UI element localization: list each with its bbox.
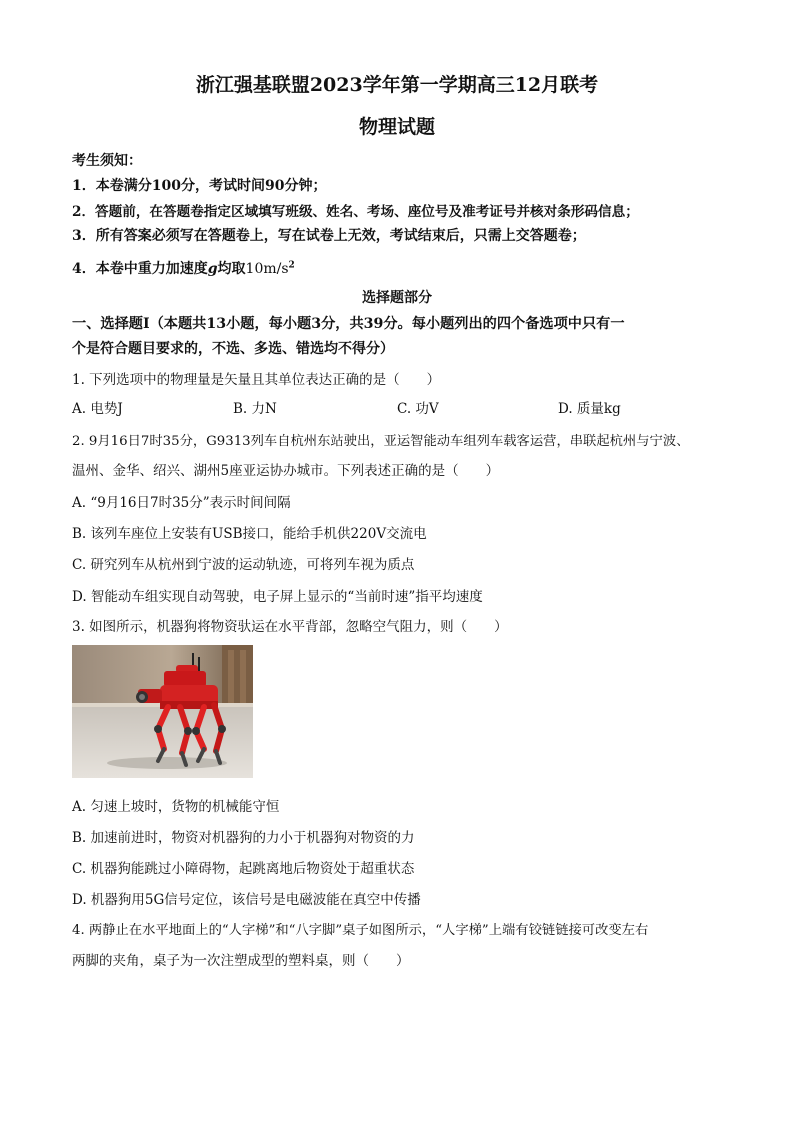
question-3-option-b: B. 加速前进时，物资对机器狗的力小于机器狗对物资的力 (72, 830, 415, 846)
question-3-option-a: A. 匀速上坡时，货物的机械能守恒 (72, 799, 280, 815)
question-2-stem-line2: 温州、金华、绍兴、湖州5座亚运协办城市。下列表述正确的是（ ） (72, 463, 500, 479)
question-3-stem: 3. 如图所示，机器狗将物资驮运在水平背部，忽略空气阻力，则（ ） (72, 619, 508, 635)
part1-instructions-line1: 一、选择题Ⅰ（本题共13小题，每小题3分，共39分。每小题列出的四个备选项中只有一 (72, 316, 625, 332)
question-2-option-c: C. 研究列车从杭州到宁波的运动轨迹，可将列车视为质点 (72, 557, 415, 573)
question-2-option-a: A. “9月16日7时35分”表示时间间隔 (72, 495, 291, 511)
notice-item-1: 1．本卷满分100分，考试时间90分钟； (72, 178, 327, 194)
notice-item-4 (72, 258, 295, 278)
question-2-option-b: B. 该列车座位上安装有USB接口，能给手机供220V交流电 (72, 526, 427, 542)
section-title: 选择题部分 (362, 290, 432, 306)
notice-item-4-prefix: 4．本卷中重力加速度 (72, 261, 208, 277)
question-1-option-b: B. 力N (233, 401, 277, 417)
question-2-option-d: D. 智能动车组实现自动驾驶，电子屏上显示的“当前时速”指平均速度 (72, 589, 483, 605)
part1-instructions-line2: 个是符合题目要求的，不选、多选、错选均不得分） (72, 341, 394, 357)
question-1-option-c: C. 功V (397, 401, 439, 417)
question-3-option-c: C. 机器狗能跳过小障碍物，起跳离地后物资处于超重状态 (72, 861, 415, 877)
notice-item-2: 2．答题前，在答题卷指定区域填写班级、姓名、考场、座位号及准考证号并核对条形码信息； (72, 204, 639, 220)
robot-dog-photo (72, 645, 253, 778)
exam-subject-title: 物理试题 (358, 116, 435, 138)
question-1-option-d: D. 质量kg (558, 401, 621, 417)
notice-heading: 考生须知： (72, 153, 142, 169)
exam-title: 浙江强基联盟2023学年第一学期高三12月联考 (195, 74, 599, 96)
question-1-stem: 1. 下列选项中的物理量是矢量且其单位表达正确的是（ ） (72, 372, 441, 388)
question-1-option-a: A. 电势J (72, 401, 123, 417)
notice-item-3: 3．所有答案必须写在答题卷上，写在试卷上无效，考试结束后，只需上交答题卷； (72, 228, 586, 244)
question-4-stem-line1: 4. 两静止在水平地面上的“人字梯”和“八字脚”桌子如图所示，“人字梯”上端有铰链链接可改变左右 (72, 923, 649, 938)
notice-item-4-mid: 均取 (217, 261, 246, 277)
question-2-stem-line1: 2. 9月16日7时35分，G9313列车自杭州东站驶出，亚运智能动车组列车载客运营，串联起杭州与宁波、 (72, 434, 690, 449)
gravity-value: 10m/s (245, 261, 289, 277)
question-3-option-d: D. 机器狗用5G信号定位，该信号是电磁波能在真空中传播 (72, 892, 421, 908)
question-4-stem-line2: 两脚的夹角，桌子为一次注塑成型的塑料桌，则（ ） (72, 953, 410, 969)
gravity-symbol: g (207, 261, 218, 277)
gravity-unit-exponent: 2 (288, 260, 295, 271)
